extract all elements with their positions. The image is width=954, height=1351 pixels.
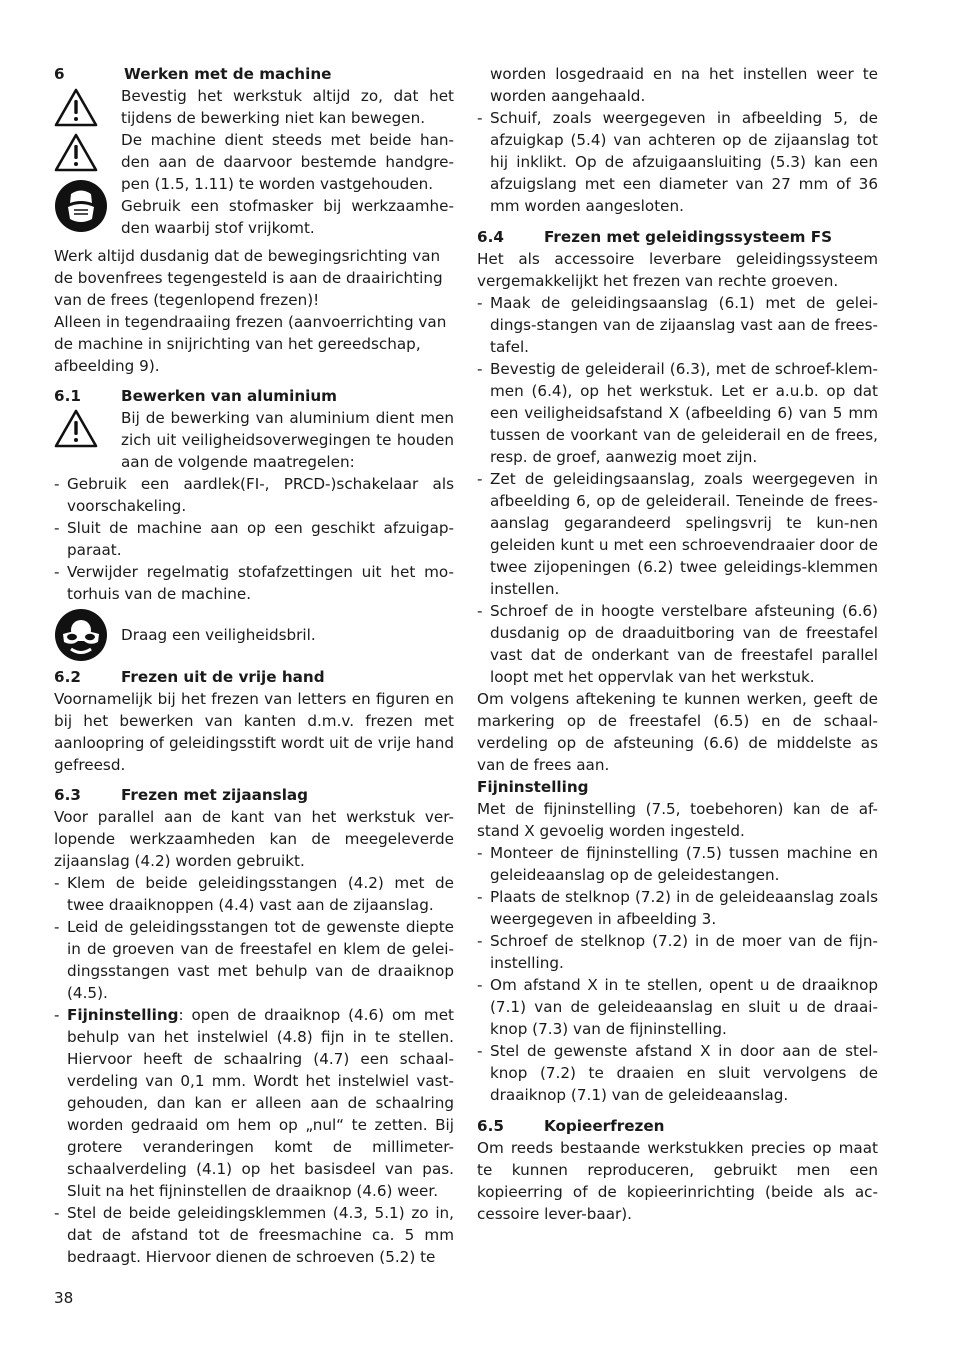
section-6-1-heading xyxy=(54,385,454,407)
goggles-row xyxy=(54,608,454,662)
list-continuation xyxy=(477,63,878,107)
list-item: - Sluit de machine aan op een geschikt afzuigap-paraat. xyxy=(54,517,454,561)
warning-triangle-icon xyxy=(54,133,98,173)
list-item: - Verwijder regelmatig stofafzettingen uit het mo-torhuis van de machine. xyxy=(54,561,454,605)
list-item: - Schroef de stelknop (7.2) in de moer van de fijn-instelling. xyxy=(477,930,878,974)
left-column xyxy=(54,63,454,1268)
section-title: Frezen met zijaanslag xyxy=(121,786,309,804)
fijninstelling-text: : open de draaiknop (4.6) om met behulp van het instelwiel (4.8) fijn in te stellen. Hiervoor heeft de schaalring (4.7) een schaal-verdeling van 0,1 mm. Wordt het instelwiel vast-gehouden, dan kan er alleen aan de schaalring worden gedraaid om hem op „nul“ te zetten. Bij grotere veranderingen komt de millimeter-schaalverdeling (4.1) op het basisdeel van pas. Sluit na het fijninstellen de draaiknop (4.6) weer. xyxy=(67,1006,454,1200)
list-item: - Leid de geleidingsstangen tot de gewenste diepte in de groeven van de freestafel en klem de gelei-dingsstangen vast met behulp van de draaiknop (4.5). xyxy=(54,916,454,1004)
list-item: - Bevestig de geleiderail (6.3), met de schroef-klem-men (6.4), op het werkstuk. Let er a.u.b. op dat een veiligheidsafstand X (afbeelding 6) van 5 mm tussen de voorkant van de geleiderail en de frees, resp. de groef, aanwezig moet zijn. xyxy=(477,358,878,468)
section-title: Frezen met geleidingssysteem FS xyxy=(544,228,833,246)
continuation-text: worden losgedraaid en na het instellen weer te worden aangehaald. xyxy=(490,65,878,105)
section-title: Werken met de machine xyxy=(124,65,332,83)
list-item: - Stel de beide geleidingsklemmen (4.3, 5.1) zo in, dat de afstand tot de freesmachine ca. 5 mm bedraagt. Hiervoor dienen de schroeven (5.2) te xyxy=(54,1202,454,1268)
section-title: Frezen uit de vrije hand xyxy=(121,668,325,686)
section-title: Bewerken van aluminium xyxy=(121,387,337,405)
paragraph: Om reeds bestaande werkstukken precies op maat te kunnen reproduceren, gebruikt men een kopieerring of de kopieerinrichting (beide als ac-cessoire lever-baar). xyxy=(477,1139,878,1223)
list xyxy=(54,473,454,605)
list xyxy=(477,292,878,688)
warning-icons xyxy=(54,407,110,449)
paragraph: Voornamelijk bij het frezen van letters en figuren en bij het bewerken van kanten d.m.v. frezen met aanloopring of geleidingsstift wordt uit de vrije hand gefreesd. xyxy=(54,690,454,774)
section-6-heading xyxy=(54,63,454,85)
warning-text-3: Gebruik een stofmasker bij werkzaamhe-den waarbij stof vrijkomt. xyxy=(121,197,454,237)
list-item: - Zet de geleidingsaanslag, zoals weergegeven in afbeelding 6, op de geleiderail. Teneinde de frees-aanslag gegarandeerd spelingsvrij te kun-nen geleiden kunt u met een schroevendraaier door de twee zijopeningen (6.2) twee geleidings-klemmen instellen. xyxy=(477,468,878,600)
goggles-text: Draag een veiligheidsbril. xyxy=(121,626,316,644)
list xyxy=(477,842,878,1106)
section-number: 6.1 xyxy=(54,387,81,405)
warning-triangle-icon xyxy=(54,409,98,449)
paragraph: Voor parallel aan de kant van het werkstuk ver-lopende werkzaamheden kan de meegeleverde zijaanslag (4.2) worden gebruikt. xyxy=(54,808,454,870)
section-title: Kopieerfrezen xyxy=(544,1117,665,1135)
paragraph: Met de fijninstelling (7.5, toebehoren) kan de af-stand X gevoelig worden ingesteld. xyxy=(477,800,878,840)
list-item: - Monteer de fijninstelling (7.5) tussen machine en geleideaanslag op de geleidestangen. xyxy=(477,842,878,886)
section-6-5-heading xyxy=(477,1115,878,1137)
section-6-2-heading xyxy=(54,666,454,688)
warning-icons xyxy=(54,85,110,233)
list xyxy=(477,63,878,217)
section-number: 6 xyxy=(54,65,65,83)
list-item: - Plaats de stelknop (7.2) in de geleideaanslag zoals weergegeven in afbeelding 3. xyxy=(477,886,878,930)
list-item: - Gebruik een aardlek(FI-, PRCD-)schakelaar als voorschakeling. xyxy=(54,473,454,517)
list-item: - Maak de geleidingsaanslag (6.1) met de gelei-dings-stangen van de zijaanslag vast aan de frees-tafel. xyxy=(477,292,878,358)
warning-triangle-icon xyxy=(54,88,98,128)
section-number: 6.2 xyxy=(54,668,81,686)
list-item: - Stel de gewenste afstand X in door aan de stel-knop (7.2) te draaien en sluit vervolgens de draaiknop (7.1) van de geleideaanslag. xyxy=(477,1040,878,1106)
paragraph: Om volgens aftekening te kunnen werken, geeft de markering op de freestafel (6.5) en de schaal-verdeling op de afsteuning (6.6) de middelste as van de frees aan. xyxy=(477,690,878,774)
list-item: - Schroef de in hoogte verstelbare afsteuning (6.6) dusdanig op de draaduitboring van de freestafel vast dat de onderkant van de freestafel parallel loopt met het oppervlak van het werkstuk. xyxy=(477,600,878,688)
fijninstelling-label: Fijninstelling xyxy=(67,1006,179,1024)
list-item: - Klem de beide geleidingsstangen (4.2) met de twee draaiknoppen (4.4) vast aan de zijaanslag. xyxy=(54,872,454,916)
section-number: 6.3 xyxy=(54,786,81,804)
section-number: 6.4 xyxy=(477,228,504,246)
page-number: 38 xyxy=(54,1289,74,1307)
safety-goggles-icon xyxy=(54,608,108,662)
warning-text-2: De machine dient steeds met beide han-den aan de daarvoor bestemde handgre-pen (1.5, 1.11) te worden vastgehouden. xyxy=(121,131,454,193)
list-item: - Schuif, zoals weergegeven in afbeelding 5, de afzuigkap (5.4) van achteren op de zijaanslag tot hij inklikt. Op de afzuigaansluiting (5.3) kan een afzuigslang met een diameter van 27 mm of 36 mm worden aangesloten. xyxy=(477,107,878,217)
paragraph: Werk altijd dusdanig dat de bewegingsrichting van de bovenfrees tegengesteld is aan de draairichting van de frees (tegenlopend frezen)! xyxy=(54,247,443,309)
paragraph: Het als accessoire leverbare geleidingssysteem vergemakkelijkt het frezen van rechte groeven. xyxy=(477,250,878,290)
right-column xyxy=(477,63,878,1225)
list-item: - Om afstand X in te stellen, opent u de draaiknop (7.1) van de geleideaanslag en sluit u de draai-knop (7.3) van de fijninstelling. xyxy=(477,974,878,1040)
warning-text: Bij de bewerking van aluminium dient men zich uit veiligheidsoverwegingen te houden aan de volgende maatregelen: xyxy=(121,409,454,471)
section-6-4-heading xyxy=(477,226,878,248)
warning-text-1: Bevestig het werkstuk altijd zo, dat het tijdens de bewerking niet kan bewegen. xyxy=(121,87,454,127)
section-6-3-heading xyxy=(54,784,454,806)
subheading-fijninstelling: Fijninstelling xyxy=(477,778,589,796)
list xyxy=(54,872,454,1268)
warning-block xyxy=(54,85,454,239)
list-item xyxy=(54,1004,454,1202)
dust-mask-icon xyxy=(54,179,108,233)
paragraph: Alleen in tegendraaiing frezen (aanvoerrichting van de machine in snijrichting van het gereedschap, afbeelding 9). xyxy=(54,313,447,375)
section-number: 6.5 xyxy=(477,1117,504,1135)
warning-block xyxy=(54,407,454,473)
